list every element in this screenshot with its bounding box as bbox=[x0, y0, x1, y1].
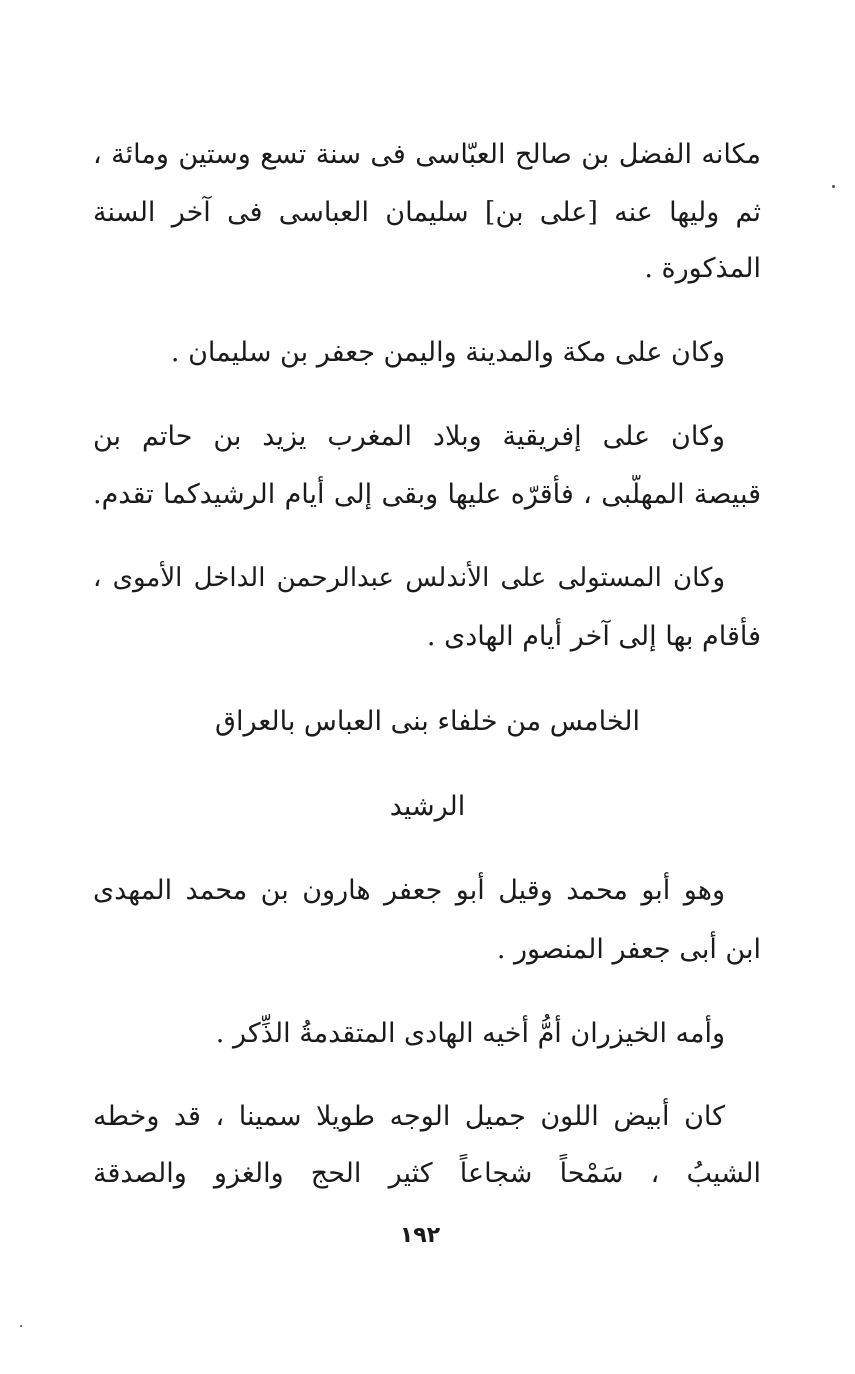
text-line: وأمه الخيزران أمُّ أخيه الهادى المتقدمةُ الذِّكر . bbox=[215, 1018, 725, 1049]
text-line: الشيبُ ، سَمْحاً شجاعاً كثير الحج والغزو والصدقة bbox=[93, 1158, 761, 1189]
text-line: المذكورة . bbox=[644, 253, 761, 284]
section-heading: الخامس من خلفاء بنى العباس بالعراق bbox=[215, 706, 640, 737]
text-line: قبيصة المهلّبى ، فأقرّه عليها وبقى إلى أيام الرشيدكما تقدم. bbox=[93, 479, 761, 510]
scan-speck bbox=[20, 1325, 22, 1327]
text-line: كان أبيض اللون جميل الوجه طويلا سمينا ، قد وخطه bbox=[93, 1101, 725, 1132]
page-number: ١٩٢ bbox=[399, 1223, 441, 1248]
section-subheading: الرشيد bbox=[389, 791, 466, 822]
text-line: وهو أبو محمد وقيل أبو جعفر هارون بن محمد المهدى bbox=[93, 875, 725, 906]
text-line: ابن أبى جعفر المنصور . bbox=[496, 934, 761, 965]
scan-speck bbox=[832, 185, 835, 188]
text-line: فأقام بها إلى آخر أيام الهادى . bbox=[426, 621, 761, 652]
text-line: وكان المستولى على الأندلس عبدالرحمن الداخل الأموى ، bbox=[93, 563, 725, 593]
text-line: وكان على مكة والمدينة واليمن جعفر بن سليمان . bbox=[170, 337, 725, 368]
text-line: ثم وليها عنه [على بن] سليمان العباسى فى آخر السنة bbox=[93, 197, 761, 228]
text-line: مكانه الفضل بن صالح العبّاسى فى سنة تسع وستين ومائة ، bbox=[93, 139, 761, 170]
text-line: وكان على إفريقية وبلاد المغرب يزيد بن حاتم بن bbox=[93, 421, 725, 452]
